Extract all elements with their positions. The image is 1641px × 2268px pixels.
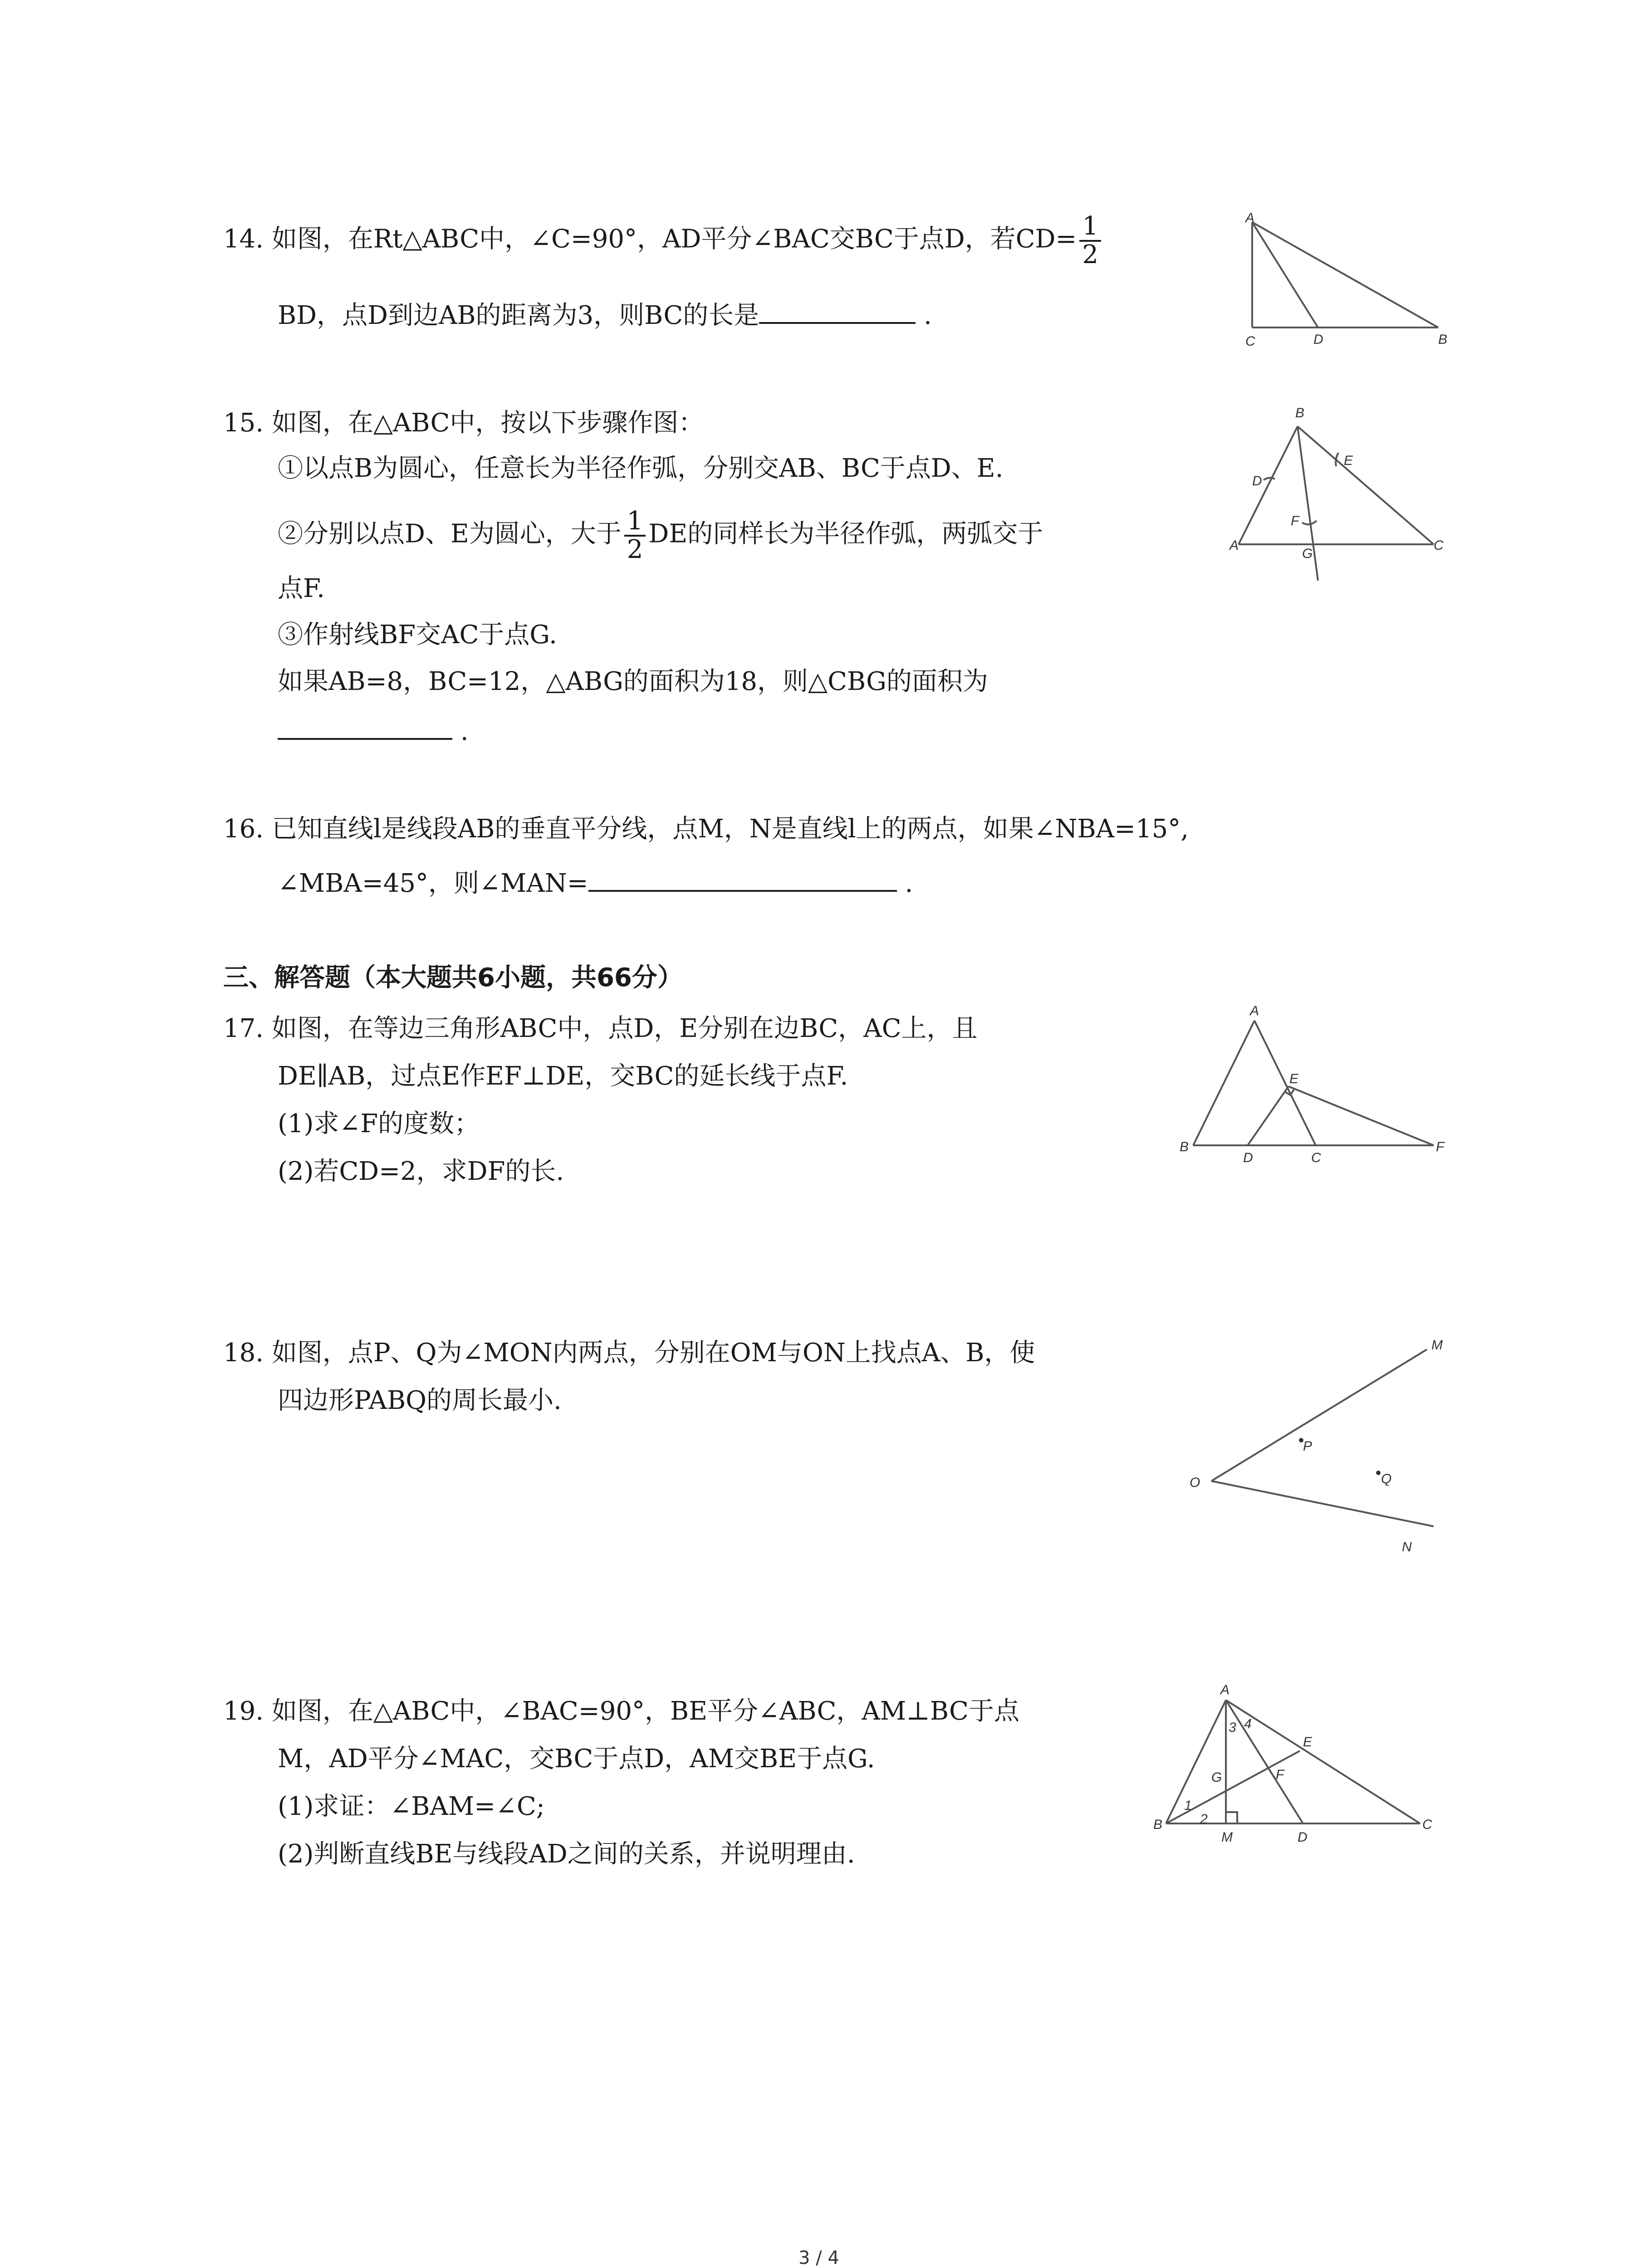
q17-label-E: E (1289, 1071, 1299, 1086)
q16-line2 (278, 871, 913, 896)
q15-label-F: F (1291, 513, 1299, 528)
q14-label-D: D (1313, 332, 1323, 347)
q18-label-O: O (1190, 1475, 1200, 1490)
q19-seg-AB (1166, 1700, 1226, 1823)
q19-seg-AD (1226, 1700, 1303, 1823)
section3-heading: 三、解答题（本大题共6小题，共66分） (223, 963, 683, 992)
q19-label-A: A (1220, 1682, 1230, 1697)
q17-seg-AC (1254, 1021, 1316, 1145)
q17-label-D: D (1243, 1150, 1253, 1165)
q17-label-A: A (1250, 1003, 1259, 1018)
q19-label-2: 2 (1200, 1812, 1208, 1827)
q14-frac-den: 2 (1082, 240, 1098, 269)
q14-seg-AD (1252, 222, 1318, 327)
q15-frac-den: 2 (627, 534, 643, 564)
q19-label-B: B (1153, 1817, 1163, 1832)
q19-line2: M，AD平分∠MAC，交BC于点D，AM交BE于点G. (278, 1744, 875, 1774)
q19-label-M: M (1221, 1830, 1233, 1845)
q19-label-3: 3 (1229, 1720, 1236, 1735)
q19-label-G: G (1211, 1770, 1222, 1785)
q17-part1: (1)求∠F的度数； (278, 1109, 480, 1139)
q19-right-angle-mark (1226, 1812, 1237, 1823)
q14-period: . (924, 301, 932, 330)
q16-period: . (905, 869, 913, 898)
q17-seg-EF (1288, 1086, 1434, 1145)
q14-text-a: 14. 如图，在Rt△ABC中，∠C=90°，AD平分∠BAC交BC于点D，若CD= (223, 224, 1077, 254)
q16-text-b: ∠MBA=45°，则∠MAN= (278, 869, 588, 898)
q17-seg-DE (1248, 1086, 1288, 1145)
q14-frac-num: 1 (1079, 213, 1101, 242)
q18-point-Q (1376, 1471, 1381, 1475)
q15-label-A: A (1230, 538, 1239, 553)
q15-step3: ③作射线BF交AC于点G. (278, 620, 557, 650)
q14-line1 (223, 213, 1104, 269)
q15-label-B: B (1295, 406, 1305, 420)
q14-text-b: BD，点D到边AB的距离为3，则BC的长是 (278, 301, 759, 330)
q15-step2-b: DE的同样长为半径作弧，两弧交于 (648, 519, 1043, 549)
q15-step2 (278, 508, 1043, 563)
q17-label-C: C (1311, 1150, 1321, 1165)
q16-answer-blank[interactable] (588, 890, 897, 892)
q19-label-E: E (1303, 1735, 1313, 1750)
q14-label-B: B (1438, 332, 1448, 347)
q14-label-A: A (1245, 210, 1255, 225)
q18-label-N: N (1402, 1540, 1412, 1554)
q19-label-4: 4 (1244, 1716, 1252, 1731)
q19-label-F: F (1276, 1767, 1284, 1782)
q15-seg-BC (1298, 426, 1434, 544)
q17-part2: (2)若CD=2，求DF的长. (278, 1157, 564, 1186)
q15-step2-a: ②分别以点D、E为圆心，大于 (278, 519, 622, 549)
q14-line2 (278, 303, 932, 328)
q19-part2: (2)判断直线BE与线段AD之间的关系，并说明理由. (278, 1839, 855, 1869)
q14-answer-blank[interactable] (759, 322, 916, 324)
q15-label-E: E (1344, 453, 1353, 468)
q19-label-D: D (1298, 1830, 1308, 1845)
q15-label-G: G (1302, 546, 1313, 561)
q17-label-F: F (1436, 1139, 1445, 1154)
q15-period: . (460, 717, 469, 746)
q18-label-Q: Q (1381, 1471, 1392, 1486)
q18-label-M: M (1431, 1338, 1443, 1353)
q15-figure (1216, 399, 1461, 590)
q19-seg-AC (1226, 1700, 1420, 1823)
q19-part1: (1)求证：∠BAM=∠C; (278, 1792, 545, 1821)
q15-arc-D (1264, 478, 1275, 480)
q16-line1: 16. 已知直线l是线段AB的垂直平分线，点M，N是直线l上的两点，如果∠NBA=15°, (223, 814, 1189, 844)
q18-label-P: P (1303, 1439, 1313, 1454)
q15-step2c: 点F. (278, 574, 325, 603)
q18-ray-OM (1211, 1349, 1427, 1481)
q14-seg-AB (1252, 222, 1438, 327)
q19-label-C: C (1422, 1817, 1432, 1832)
q15-answer-blank[interactable] (278, 738, 452, 740)
q15-fraction (624, 508, 646, 563)
q15-label-D: D (1252, 474, 1262, 489)
q18-line2: 四边形PABQ的周长最小. (278, 1386, 562, 1415)
q15-line1: 15. 如图，在△ABC中，按以下步骤作图： (223, 408, 704, 438)
q17-figure (1171, 1002, 1461, 1175)
q15-label-C: C (1434, 538, 1444, 553)
q14-label-C: C (1245, 334, 1255, 349)
q14-figure (1225, 209, 1461, 354)
q15-condition: 如果AB=8，BC=12，△ABG的面积为18，则△CBG的面积为 (278, 667, 988, 696)
q15-seg-AB (1239, 426, 1298, 544)
page-number: 3 / 4 (798, 2248, 839, 2268)
q17-line2: DE∥AB，过点E作EF⊥DE，交BC的延长线于点F. (278, 1061, 848, 1091)
q18-ray-ON (1211, 1481, 1434, 1526)
q19-line1: 19. 如图，在△ABC中，∠BAC=90°，BE平分∠ABC，AM⊥BC于点 (223, 1696, 1019, 1726)
q17-seg-AB (1193, 1021, 1254, 1145)
q15-frac-num: 1 (624, 508, 646, 537)
q18-line1: 18. 如图，点P、Q为∠MON内两点，分别在OM与ON上找点A、B，使 (223, 1338, 1035, 1368)
q18-figure (1180, 1325, 1470, 1560)
q15-answer-line (278, 719, 469, 744)
q17-label-B: B (1180, 1139, 1189, 1154)
q14-fraction (1079, 213, 1101, 269)
q15-step1: ①以点B为圆心，任意长为半径作弧，分别交AB、BC于点D、E. (278, 454, 1004, 483)
q19-label-1: 1 (1184, 1798, 1192, 1813)
q17-line1: 17. 如图，在等边三角形ABC中，点D，E分别在边BC，AC上，且 (223, 1014, 978, 1043)
q19-figure (1143, 1678, 1461, 1869)
